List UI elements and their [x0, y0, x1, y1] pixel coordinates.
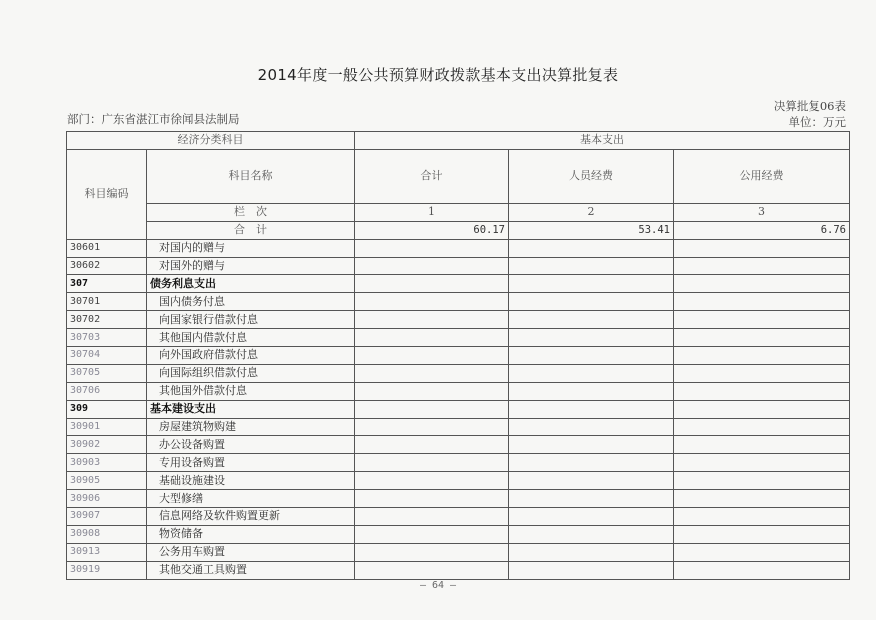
row-personnel: [509, 472, 674, 490]
row-personnel: [509, 257, 674, 275]
row-public: [674, 239, 850, 257]
table-row: [67, 561, 850, 579]
row-personnel: [509, 311, 674, 329]
table-row: [67, 329, 850, 347]
row-name: 对国内的赠与: [147, 239, 355, 257]
row-total: [355, 543, 509, 561]
form-code: 决算批复06表: [773, 99, 846, 113]
table-row: [67, 472, 850, 490]
table-row: [67, 364, 850, 382]
column-index-label: 栏 次: [147, 203, 355, 221]
row-personnel: [509, 347, 674, 365]
table-row: [67, 239, 850, 257]
column-index-3: 3: [674, 203, 850, 221]
table-row: [67, 454, 850, 472]
row-personnel: [509, 525, 674, 543]
econ-category-header: 经济分类科目: [67, 132, 355, 150]
expenditure-table: [66, 131, 850, 580]
row-code: 30919: [67, 561, 147, 579]
row-code: 30705: [67, 364, 147, 382]
row-name: 办公设备购置: [147, 436, 355, 454]
table-row: [67, 311, 850, 329]
table-row: [67, 400, 850, 418]
row-code: 30701: [67, 293, 147, 311]
row-total: [355, 382, 509, 400]
column-index-1: 1: [355, 203, 509, 221]
table-row: [67, 293, 850, 311]
row-public: [674, 508, 850, 526]
total-header: 合计: [355, 149, 509, 203]
row-public: [674, 525, 850, 543]
row-personnel: [509, 329, 674, 347]
row-name: 其他国内借款付息: [147, 329, 355, 347]
table-row: [67, 436, 850, 454]
column-index-row: [67, 203, 850, 221]
row-total: [355, 436, 509, 454]
row-total: [355, 525, 509, 543]
row-public: [674, 400, 850, 418]
row-personnel: [509, 436, 674, 454]
row-total: [355, 508, 509, 526]
table-row: [67, 490, 850, 508]
row-total: [355, 275, 509, 293]
row-name: 专用设备购置: [147, 454, 355, 472]
row-code: 30913: [67, 543, 147, 561]
row-public: [674, 364, 850, 382]
row-code: 309: [67, 400, 147, 418]
code-header: 科目编码: [67, 149, 147, 239]
row-public: [674, 490, 850, 508]
row-code: 30702: [67, 311, 147, 329]
row-personnel: [509, 543, 674, 561]
row-total: [355, 490, 509, 508]
row-public: [674, 561, 850, 579]
row-name: 大型修缮: [147, 490, 355, 508]
row-total: [355, 329, 509, 347]
row-personnel: [509, 364, 674, 382]
personnel-header: 人员经费: [509, 149, 674, 203]
department-label: 部门：广东省湛江市徐闻县法制局: [67, 112, 240, 126]
row-total: [355, 239, 509, 257]
row-total: [355, 364, 509, 382]
row-code: 30902: [67, 436, 147, 454]
report-title: 2014年度一般公共预算财政拨款基本支出决算批复表: [257, 66, 619, 84]
row-name: 信息网络及软件购置更新: [147, 508, 355, 526]
row-code: 30903: [67, 454, 147, 472]
row-total: [355, 347, 509, 365]
table-row: [67, 418, 850, 436]
row-code: 30906: [67, 490, 147, 508]
row-personnel: [509, 382, 674, 400]
header-row-1: [67, 132, 850, 150]
header-row-2: [67, 149, 850, 203]
row-public: [674, 257, 850, 275]
public-header: 公用经费: [674, 149, 850, 203]
row-name: 公务用车购置: [147, 543, 355, 561]
name-header: 科目名称: [147, 149, 355, 203]
row-total: [355, 561, 509, 579]
row-public: [674, 347, 850, 365]
row-name: 向国际组织借款付息: [147, 364, 355, 382]
row-name: 向外国政府借款付息: [147, 347, 355, 365]
table-row: [67, 525, 850, 543]
row-name: 向国家银行借款付息: [147, 311, 355, 329]
totals-row: [67, 221, 850, 239]
total-value: 60.17: [355, 221, 509, 239]
personnel-value: 53.41: [509, 221, 674, 239]
row-personnel: [509, 400, 674, 418]
row-public: [674, 329, 850, 347]
row-personnel: [509, 454, 674, 472]
table-row: [67, 382, 850, 400]
row-name: 债务利息支出: [147, 275, 355, 293]
row-personnel: [509, 275, 674, 293]
table-row: [67, 275, 850, 293]
row-name: 基础设施建设: [147, 472, 355, 490]
table-row: [67, 347, 850, 365]
row-public: [674, 454, 850, 472]
table-row: [67, 257, 850, 275]
column-index-2: 2: [509, 203, 674, 221]
row-code: 30602: [67, 257, 147, 275]
row-public: [674, 382, 850, 400]
table-row: [67, 543, 850, 561]
page-number: — 64 —: [419, 580, 457, 591]
row-personnel: [509, 418, 674, 436]
row-public: [674, 418, 850, 436]
row-code: 30601: [67, 239, 147, 257]
row-code: 307: [67, 275, 147, 293]
row-public: [674, 472, 850, 490]
row-name: 房屋建筑物购建: [147, 418, 355, 436]
row-code: 30905: [67, 472, 147, 490]
row-code: 30908: [67, 525, 147, 543]
row-personnel: [509, 561, 674, 579]
row-name: 基本建设支出: [147, 400, 355, 418]
row-name: 对国外的赠与: [147, 257, 355, 275]
totals-label: 合 计: [147, 221, 355, 239]
row-personnel: [509, 490, 674, 508]
row-total: [355, 311, 509, 329]
row-code: 30703: [67, 329, 147, 347]
public-value: 6.76: [674, 221, 850, 239]
row-total: [355, 293, 509, 311]
row-personnel: [509, 293, 674, 311]
row-code: 30901: [67, 418, 147, 436]
row-total: [355, 454, 509, 472]
unit-label: 单位：万元: [788, 115, 846, 129]
row-public: [674, 293, 850, 311]
row-public: [674, 543, 850, 561]
row-personnel: [509, 508, 674, 526]
row-total: [355, 472, 509, 490]
row-total: [355, 400, 509, 418]
row-name: 国内债务付息: [147, 293, 355, 311]
row-code: 30907: [67, 508, 147, 526]
row-name: 其他交通工具购置: [147, 561, 355, 579]
table-row: [67, 508, 850, 526]
row-public: [674, 436, 850, 454]
basic-expenditure-header: 基本支出: [355, 132, 850, 150]
row-public: [674, 311, 850, 329]
row-code: 30704: [67, 347, 147, 365]
row-name: 其他国外借款付息: [147, 382, 355, 400]
row-personnel: [509, 239, 674, 257]
row-name: 物资储备: [147, 525, 355, 543]
row-public: [674, 275, 850, 293]
row-code: 30706: [67, 382, 147, 400]
row-total: [355, 418, 509, 436]
row-total: [355, 257, 509, 275]
